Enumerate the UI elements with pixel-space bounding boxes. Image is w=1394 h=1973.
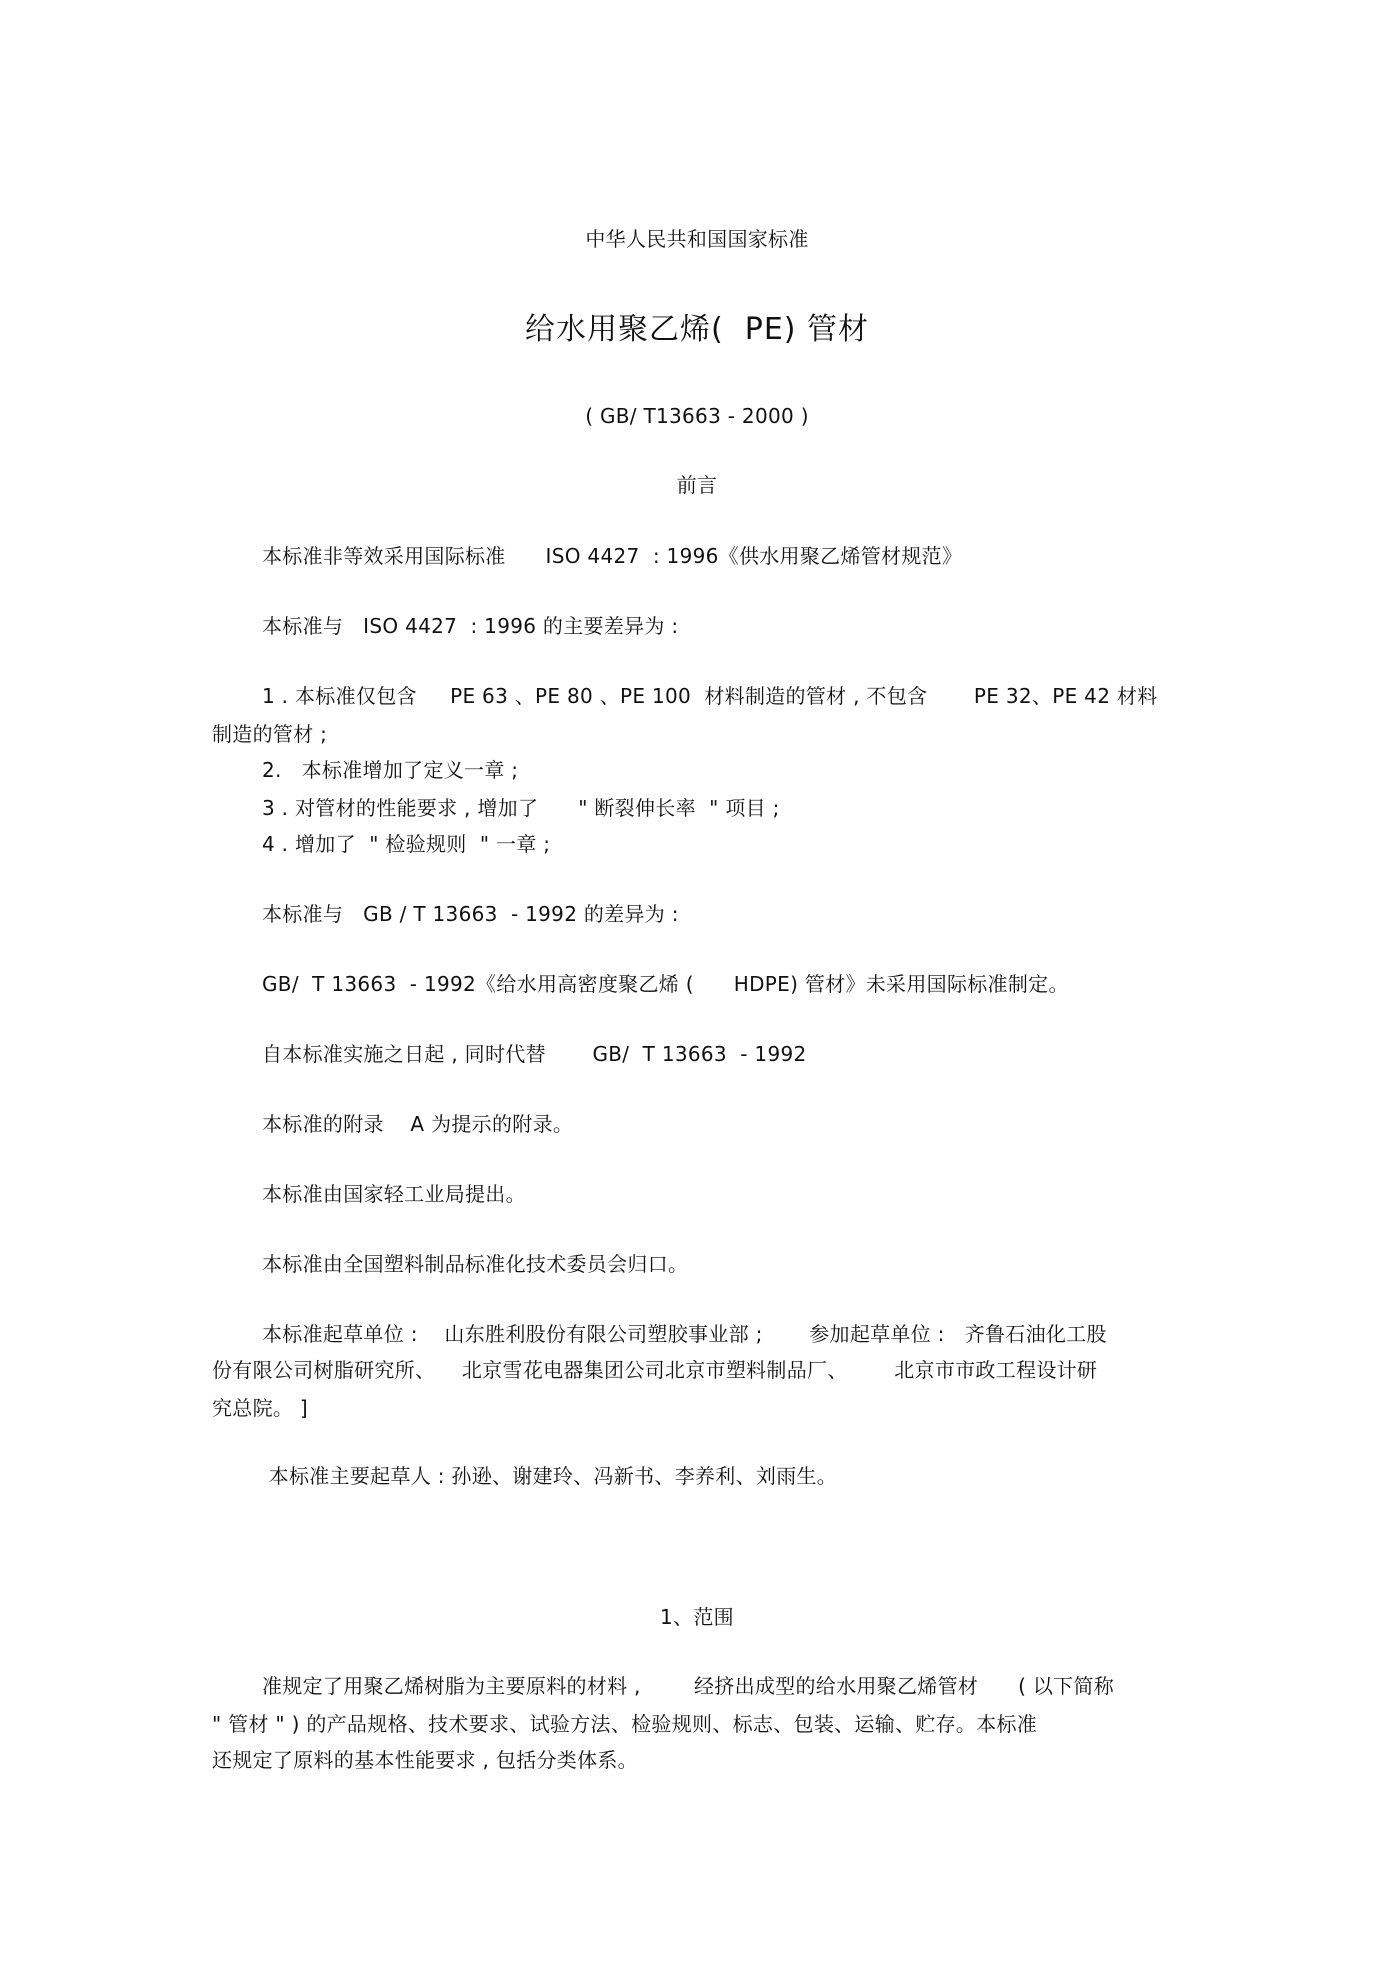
standard-code: ( GB/ T13663 - 2000 ) xyxy=(585,404,809,428)
foreword-paragraph-6: 本标准的附录 A 为提示的附录。 xyxy=(262,1112,574,1136)
document-title: 给水用聚乙烯( PE) 管材 xyxy=(524,312,870,347)
foreword-paragraph-3: 本标准与 GB / T 13663 - 1992 的差异为 : xyxy=(262,902,679,926)
foreword-paragraph-8: 本标准由全国塑料制品标准化技术委员会归口。 xyxy=(262,1252,689,1276)
section-1-heading: 1、范围 xyxy=(660,1605,734,1629)
drafting-units-line-1: 本标准起草单位 : 山东胜利股份有限公司塑胶事业部 ; 参加起草单位 : 齐鲁石油化工股 xyxy=(262,1322,1107,1346)
scope-line-2: " 管材 " ) 的产品规格、技术要求、试验方法、检验规则、标志、包装、运输、贮存。本标准 xyxy=(212,1712,1038,1736)
foreword-heading: 前言 xyxy=(676,473,718,497)
scope-line-1: 准规定了用聚乙烯树脂为主要原料的材料 , 经挤出成型的给水用聚乙烯管材 ( 以下简称 xyxy=(262,1674,1115,1698)
scope-line-3: 还规定了原料的基本性能要求 , 包括分类体系。 xyxy=(212,1748,638,1772)
issuer-line: 中华人民共和国国家标准 xyxy=(585,227,809,251)
foreword-paragraph-5: 自本标准实施之日起 , 同时代替 GB/ T 13663 - 1992 xyxy=(262,1042,807,1066)
foreword-paragraph-1: 本标准非等效采用国际标准 ISO 4427 : 1996《供水用聚乙烯管材规范》 xyxy=(262,544,963,568)
drafting-units-line-3: 究总院。 ] xyxy=(212,1396,308,1420)
foreword-paragraph-7: 本标准由国家轻工业局提出。 xyxy=(262,1182,526,1206)
foreword-paragraph-2: 本标准与 ISO 4427 : 1996 的主要差异为 : xyxy=(262,614,679,638)
difference-item-2: 2. 本标准增加了定义一章 ; xyxy=(262,758,519,782)
foreword-paragraph-4: GB/ T 13663 - 1992《给水用高密度聚乙烯 ( HDPE) 管材》未采用国际标准制定。 xyxy=(262,972,1069,996)
difference-item-1-line-1: 1 . 本标准仅包含 PE 63 、PE 80 、PE 100 材料制造的管材 , 不包含 PE 32、PE 42 材料 xyxy=(262,684,1158,708)
difference-item-4: 4 . 增加了 " 检验规则 " 一章 ; xyxy=(262,832,551,856)
difference-item-3: 3 . 对管材的性能要求 , 增加了 " 断裂伸长率 " 项目 ; xyxy=(262,796,780,820)
main-drafters: 本标准主要起草人 : 孙逊、谢建玲、冯新书、李养利、刘雨生。 xyxy=(262,1464,838,1488)
difference-item-1-line-2: 制造的管材 ; xyxy=(212,722,328,746)
drafting-units-line-2: 份有限公司树脂研究所、 北京雪花电器集团公司北京市塑料制品厂、 北京市市政工程设计研 xyxy=(212,1358,1098,1382)
